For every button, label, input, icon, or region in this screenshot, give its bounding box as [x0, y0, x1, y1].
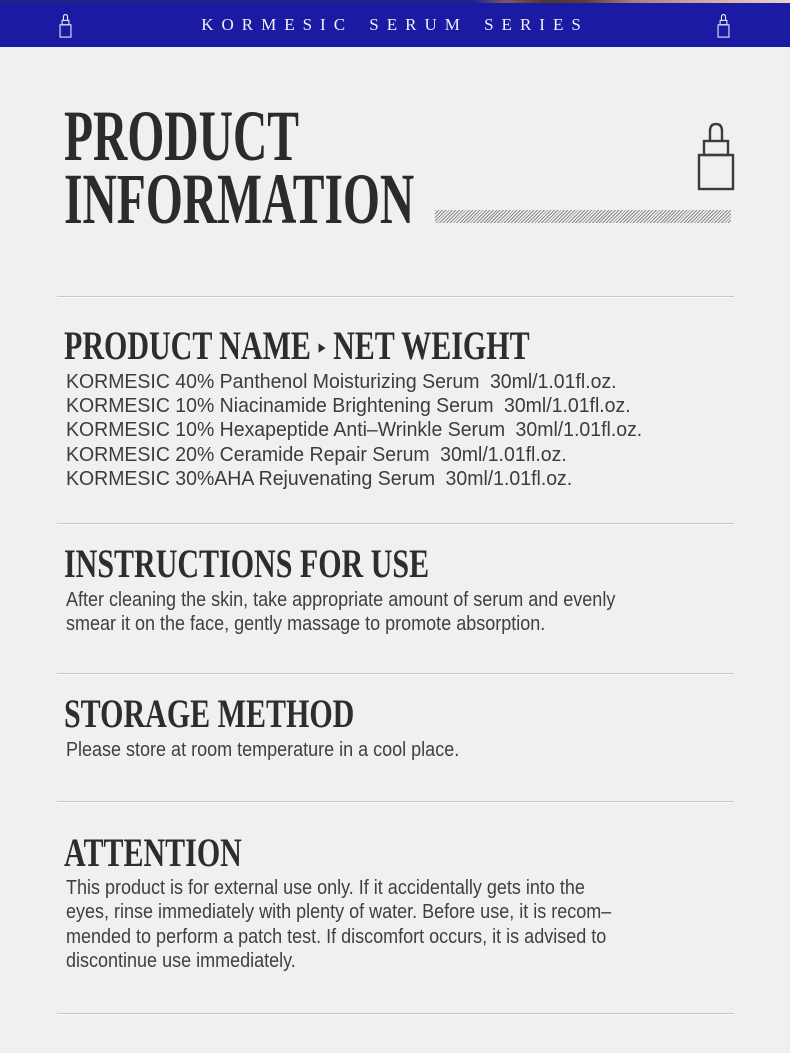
product-row — [66, 418, 642, 442]
text-line: eyes, rinse immediately with plenty of water. Before use, it is recom– — [66, 901, 612, 924]
dropper-bottle-icon — [694, 120, 738, 191]
divider — [57, 673, 734, 674]
divider — [57, 296, 734, 297]
heading-product-name: PRODUCT NAME — [64, 323, 311, 368]
header-bar — [0, 3, 790, 47]
page-title-line2: INFORMATION — [64, 159, 415, 239]
section-heading-product-name — [64, 323, 530, 368]
section-heading-instructions: INSTRUCTIONS FOR USE — [64, 541, 430, 586]
product-name: KORMESIC 20% Ceramide Repair Serum — [66, 442, 430, 466]
section-heading-attention: ATTENTION — [64, 830, 242, 875]
product-name: KORMESIC 40% Panthenol Moisturizing Serum — [66, 370, 480, 393]
divider — [57, 523, 734, 524]
text-line: mended to perform a patch test. If discomfort occurs, it is advised to — [66, 925, 607, 948]
product-weight: 30ml/1.01fl.oz. — [445, 466, 573, 490]
text-line: discontinue use immediately. — [66, 950, 296, 973]
product-weight: 30ml/1.01fl.oz. — [489, 370, 617, 393]
product-row — [66, 370, 642, 394]
product-name: KORMESIC 30%AHA Rejuvenating Serum — [66, 466, 436, 490]
product-name: KORMESIC 10% Hexapeptide Anti–Wrinkle Serum — [66, 418, 506, 442]
text-line: Please store at room temperature in a cool place. — [66, 739, 460, 761]
text-line: smear it on the face, gently massage to promote absorption. — [66, 613, 546, 636]
product-row — [66, 467, 642, 491]
product-row — [66, 394, 642, 418]
attention-text — [66, 876, 611, 974]
section-heading-storage: STORAGE METHOD — [64, 691, 355, 736]
instructions-text — [66, 588, 615, 637]
divider — [57, 1013, 734, 1014]
product-weight: 30ml/1.01fl.oz. — [504, 394, 631, 418]
page-title — [64, 96, 415, 239]
text-line: After cleaning the skin, take appropriate amount of serum and evenly — [66, 589, 616, 611]
page-title-line1: PRODUCT — [64, 96, 299, 176]
product-name: KORMESIC 10% Niacinamide Brightening Serum — [66, 394, 494, 418]
divider — [57, 801, 734, 802]
product-list — [66, 370, 642, 491]
product-weight: 30ml/1.01fl.oz. — [440, 442, 567, 466]
triangle-right-icon: ▸ — [318, 336, 326, 358]
dropper-bottle-icon — [716, 10, 731, 41]
hatch-decoration — [435, 210, 731, 223]
text-line: This product is for external use only. If it accidentally gets into the — [66, 877, 585, 899]
storage-text — [66, 738, 459, 762]
header-title: KORMESIC SERUM SERIES — [201, 15, 589, 34]
product-row — [66, 443, 642, 467]
heading-net-weight: NET WEIGHT — [333, 323, 530, 368]
product-weight: 30ml/1.01fl.oz. — [515, 418, 643, 442]
